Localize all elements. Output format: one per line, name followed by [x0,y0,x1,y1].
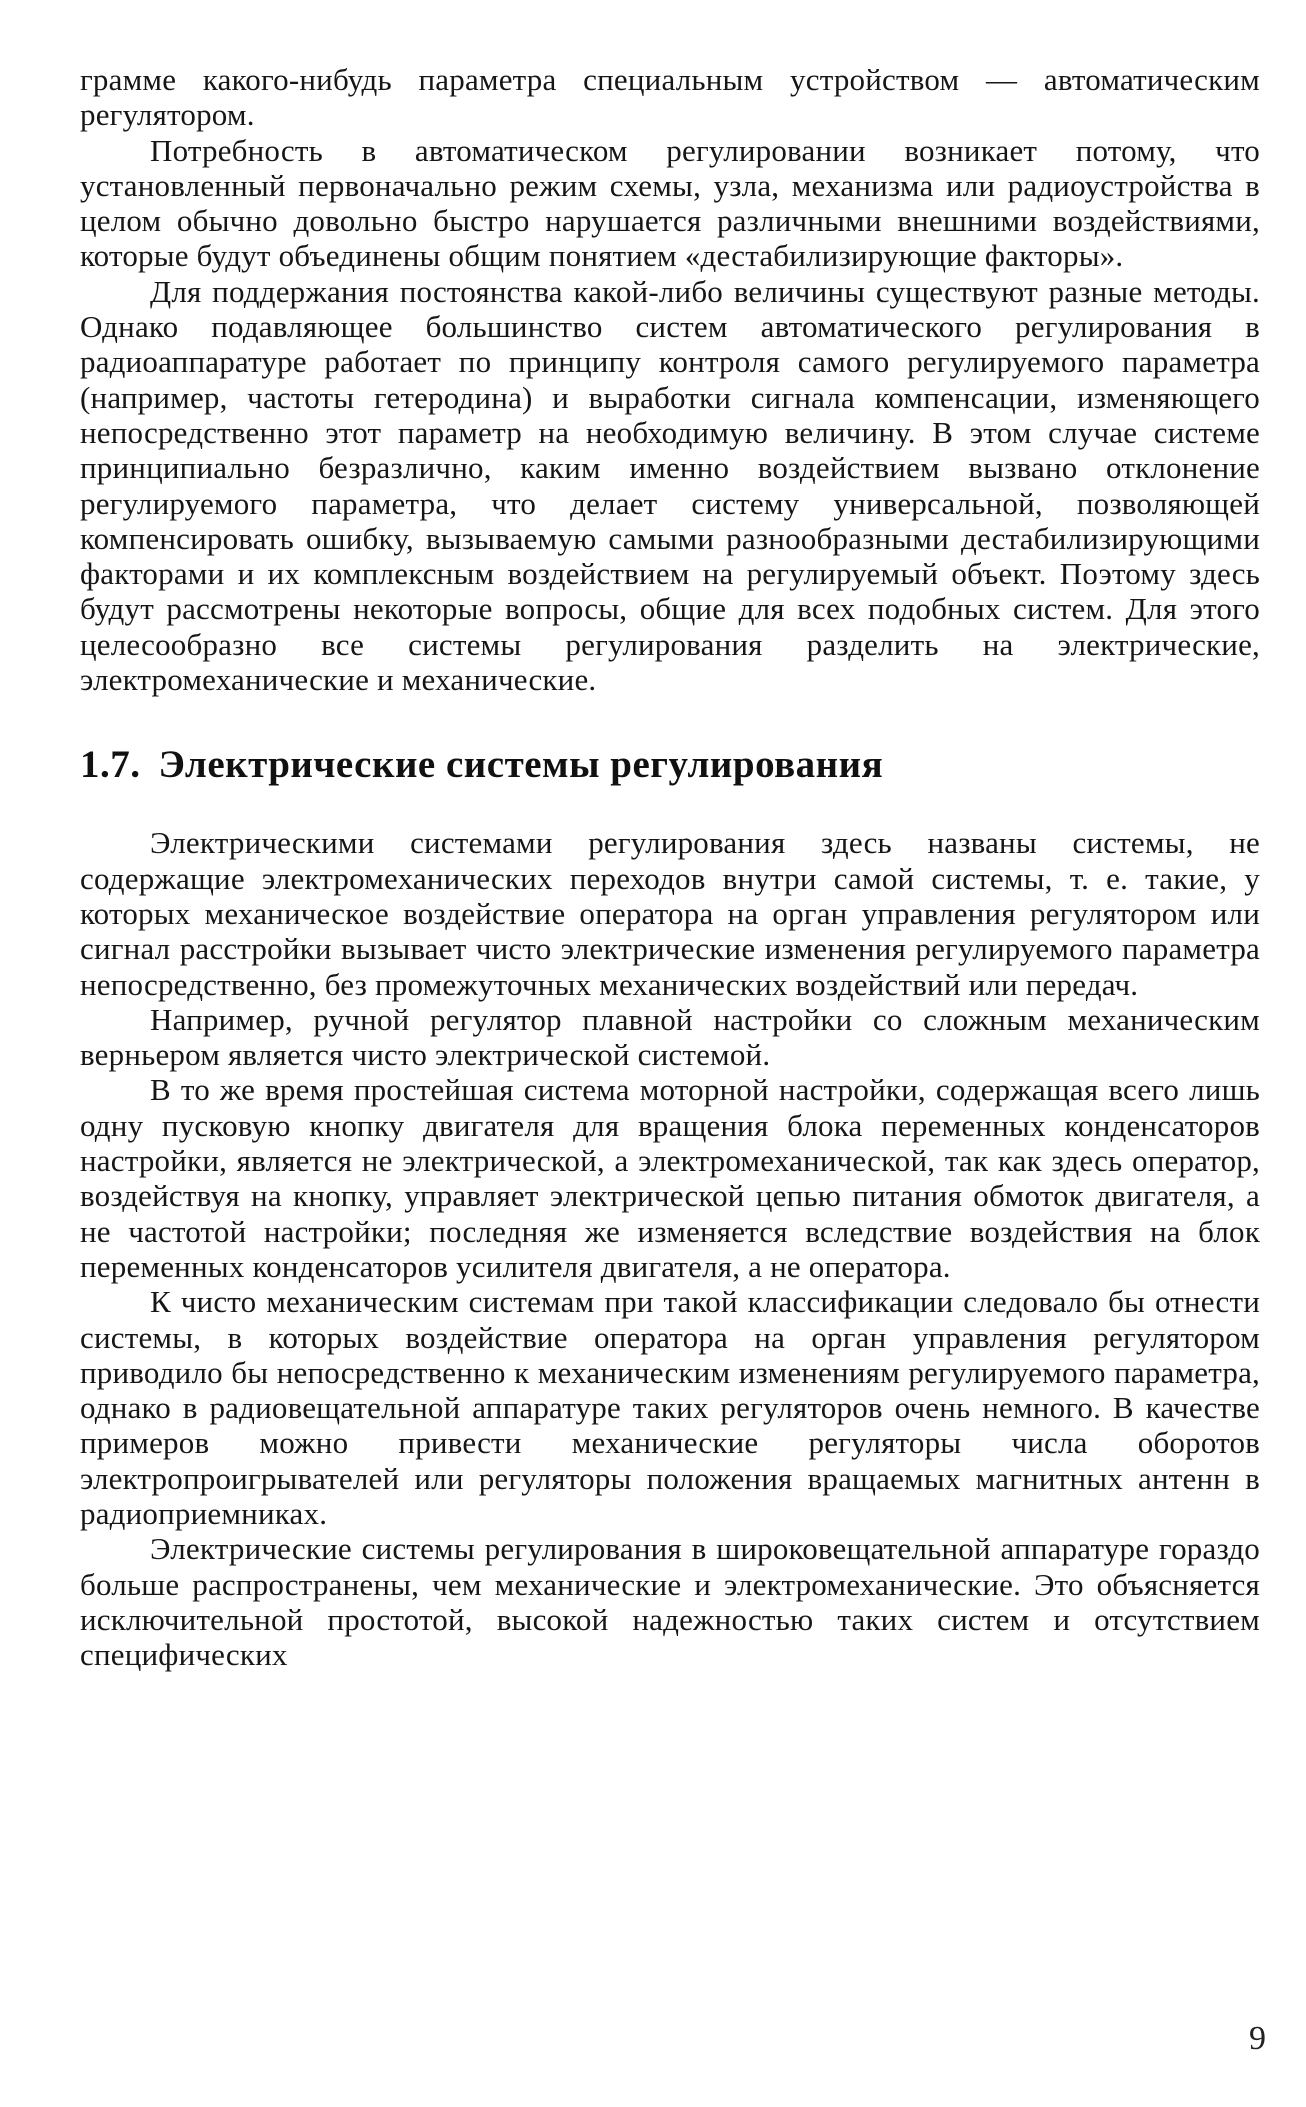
paragraph: Электрические системы регулирования в широковещательной аппаратуре гораздо больше распространены, чем механические и электромеханические. Это объясняется исключительной простотой, высокой надежностью таких систем и отсутствием специфических [80,1531,1260,1673]
paragraph: Электрическими системами регулирования здесь названы системы, не содержащие электромеханических переходов внутри самой системы, т. е. такие, у которых механическое воздействие оператора на орган управления регулятором или сигнал расстройки вызывает чисто электрические изменения регулируемого параметра непосредственно, без промежуточных механических воздействий или передач. [80,825,1260,1002]
paragraph: К чисто механическим системам при такой классификации следовало бы отнести системы, в которых воздействие оператора на орган управления регулятором приводило бы непосредственно к механическим изменениям регулируемого параметра, однако в радиовещательной аппаратуре таких регуляторов очень немного. В качестве примеров можно привести механические регуляторы числа оборотов электропроигрывателей или регуляторы положения вращаемых магнитных антенн в радиоприемниках. [80,1284,1260,1531]
paragraph: Для поддержания постоянства какой-либо величины существуют разные методы. Однако подавляющее большинство систем автоматического регулирования в радиоаппаратуре работает по принципу контроля самого регулируемого параметра (например, частоты гетеродина) и выработки сигнала компенсации, изменяющего непосредственно этот параметр на необходимую величину. В этом случае системе принципиально безразлично, каким именно воздействием вызвано отклонение регулируемого параметра, что делает систему универсальной, позволяющей компенсировать ошибку, вызываемую самыми разнообразными дестабилизирующими факторами и их комплексным воздействием на регулируемый объект. Поэтому здесь будут рассмотрены некоторые вопросы, общие для всех подобных систем. Для этого целесообразно все системы регулирования разделить на электрические, электромеханические и механические. [80,273,1260,698]
paragraph-continued: грамме какого-нибудь параметра специальным устройством — автоматическим регулятором. [80,62,1260,133]
section-heading [80,743,1260,787]
page-number: 9 [1249,2020,1266,2057]
paragraph: В то же время простейшая система моторной настройки, содержащая всего лишь одну пусковую кнопку двигателя для вращения блока переменных конденсаторов настройки, является не электрической, а электромеханической, так как здесь оператор, воздействуя на кнопку, управляет электрической цепью питания обмоток двигателя, а не частотой настройки; последняя же изменяется вследствие воздействия на блок переменных конденсаторов усилителя двигателя, а не оператора. [80,1072,1260,1284]
section-number: 1.7. [80,743,141,787]
paragraph: Например, ручной регулятор плавной настройки со сложным механическим верньером является чисто электрической системой. [80,1001,1260,1073]
section-title: Электрические системы регулирования [158,743,884,787]
document-page [80,62,1260,1672]
paragraph: Потребность в автоматическом регулировании возникает потому, что установленный первоначально режим схемы, узла, механизма или радиоустройства в целом обычно довольно быстро нарушается различными внешними воздействиями, которые будут объединены общим понятием «дестабилизирующие факторы». [80,132,1260,274]
